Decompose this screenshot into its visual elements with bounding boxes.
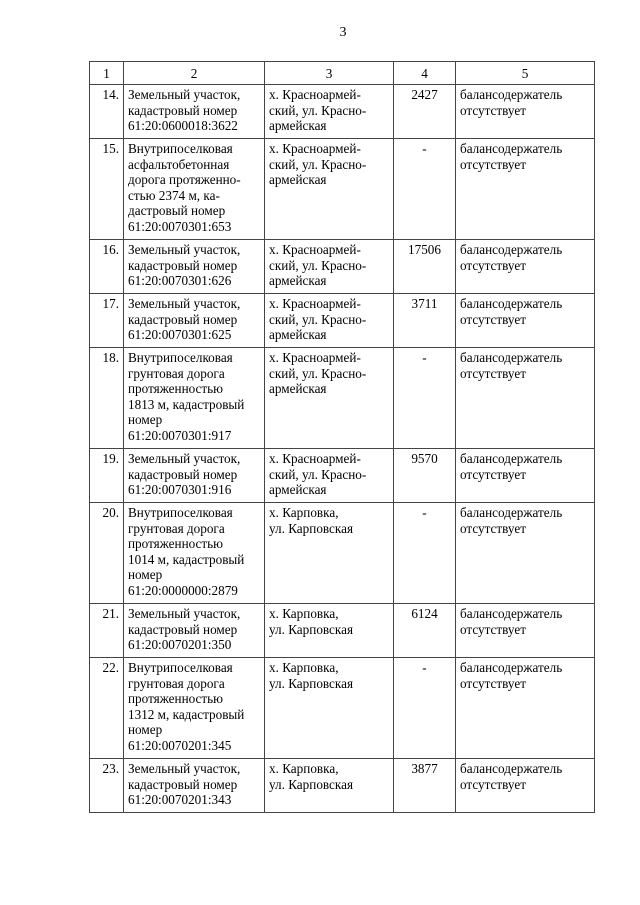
property-area: 6124 <box>394 604 456 658</box>
balance-holder: балансодержатель отсутствует <box>456 348 595 449</box>
property-address: х. Красноармей- ский, ул. Красно- армейская <box>265 85 394 139</box>
property-area: 17506 <box>394 240 456 294</box>
property-name: Земельный участок, кадастровый номер 61:20:0600018:3622 <box>124 85 265 139</box>
property-area: - <box>394 503 456 604</box>
row-number: 14. <box>90 85 124 139</box>
row-number: 21. <box>90 604 124 658</box>
property-name: Земельный участок, кадастровый номер 61:20:0070201:343 <box>124 759 265 813</box>
balance-holder: балансодержатель отсутствует <box>456 294 595 348</box>
property-area: 9570 <box>394 449 456 503</box>
row-number: 20. <box>90 503 124 604</box>
property-area: 3877 <box>394 759 456 813</box>
row-number: 15. <box>90 139 124 240</box>
row-number: 19. <box>90 449 124 503</box>
table-row <box>90 139 595 240</box>
property-address: х. Красноармей- ский, ул. Красно- армейская <box>265 240 394 294</box>
property-area: - <box>394 658 456 759</box>
table-row <box>90 85 595 139</box>
balance-holder: балансодержатель отсутствует <box>456 139 595 240</box>
column-header-3: 3 <box>265 62 394 85</box>
property-address: х. Красноармей- ский, ул. Красно- армейская <box>265 348 394 449</box>
table-row <box>90 449 595 503</box>
property-address: х. Карповка, ул. Карповская <box>265 503 394 604</box>
row-number: 18. <box>90 348 124 449</box>
balance-holder: балансодержатель отсутствует <box>456 240 595 294</box>
property-address: х. Карповка, ул. Карповская <box>265 658 394 759</box>
column-header-5: 5 <box>456 62 595 85</box>
row-number: 17. <box>90 294 124 348</box>
property-area: - <box>394 139 456 240</box>
table-row <box>90 294 595 348</box>
property-address: х. Карповка, ул. Карповская <box>265 604 394 658</box>
property-address: х. Красноармей- ский, ул. Красно- армейская <box>265 139 394 240</box>
row-number: 16. <box>90 240 124 294</box>
row-number: 22. <box>90 658 124 759</box>
column-header-2: 2 <box>124 62 265 85</box>
property-name: Земельный участок, кадастровый номер 61:20:0070301:626 <box>124 240 265 294</box>
property-name: Внутрипоселковая грунтовая дорога протяженностью 1312 м, кадастровый номер 61:20:0070201:345 <box>124 658 265 759</box>
table-header-row <box>90 62 595 85</box>
column-header-1: 1 <box>90 62 124 85</box>
property-name: Земельный участок, кадастровый номер 61:20:0070301:625 <box>124 294 265 348</box>
property-address: х. Карповка, ул. Карповская <box>265 759 394 813</box>
table-row <box>90 658 595 759</box>
property-area: 2427 <box>394 85 456 139</box>
property-area: 3711 <box>394 294 456 348</box>
table-row <box>90 348 595 449</box>
page-number: 3 <box>339 25 347 40</box>
property-area: - <box>394 348 456 449</box>
property-name: Внутрипоселковая грунтовая дорога протяженностью 1813 м, кадастровый номер 61:20:0070301:917 <box>124 348 265 449</box>
property-name: Внутрипоселковая грунтовая дорога протяженностью 1014 м, кадастровый номер 61:20:0000000:2879 <box>124 503 265 604</box>
table-row <box>90 240 595 294</box>
property-name: Земельный участок, кадастровый номер 61:20:0070201:350 <box>124 604 265 658</box>
balance-holder: балансодержатель отсутствует <box>456 604 595 658</box>
property-address: х. Красноармей- ский, ул. Красно- армейская <box>265 449 394 503</box>
property-name: Земельный участок, кадастровый номер 61:20:0070301:916 <box>124 449 265 503</box>
property-name: Внутрипоселковая асфальтобетонная дорога протяженно- стью 2374 м, ка- дастровый номер 61:20:0070301:653 <box>124 139 265 240</box>
balance-holder: балансодержатель отсутствует <box>456 759 595 813</box>
balance-holder: балансодержатель отсутствует <box>456 85 595 139</box>
table-row <box>90 503 595 604</box>
property-registry-table <box>89 61 595 813</box>
property-address: х. Красноармей- ский, ул. Красно- армейская <box>265 294 394 348</box>
column-header-4: 4 <box>394 62 456 85</box>
balance-holder: балансодержатель отсутствует <box>456 503 595 604</box>
balance-holder: балансодержатель отсутствует <box>456 658 595 759</box>
table-row <box>90 604 595 658</box>
balance-holder: балансодержатель отсутствует <box>456 449 595 503</box>
row-number: 23. <box>90 759 124 813</box>
table-row <box>90 759 595 813</box>
